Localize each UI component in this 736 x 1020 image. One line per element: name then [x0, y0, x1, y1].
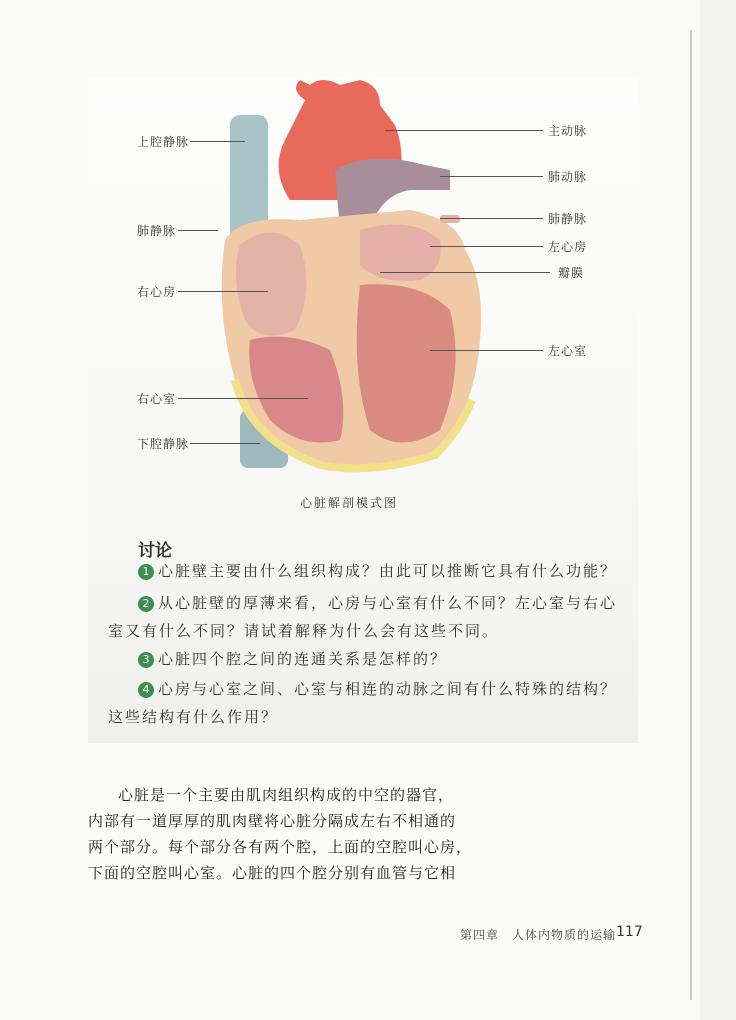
chapter-footer: 第四章 人体内物质的运输 — [460, 928, 617, 942]
leader-pulmonary-artery — [440, 176, 543, 177]
label-right-ventricle: 右心室 — [137, 392, 177, 406]
question-1 — [138, 556, 617, 586]
leader-aorta — [385, 130, 543, 131]
question-4-text-1: 心房与心室之间、心室与相连的动脉之间有什么特殊的结构？ — [158, 680, 618, 698]
question-2-text-1: 从心脏壁的厚薄来看，心房与心室有什么不同？左心室与右心 — [158, 594, 618, 612]
label-inferior-vena-cava: 下腔静脉 — [137, 437, 190, 451]
leader-pulmonary-vein-right — [440, 218, 543, 219]
leader-left-ventricle — [430, 350, 543, 351]
scan-edge — [700, 0, 736, 1020]
label-aorta: 主动脉 — [548, 124, 588, 138]
label-pulmonary-vein-left: 肺静脉 — [137, 224, 177, 238]
leader-superior-vena-cava — [190, 141, 245, 142]
leader-right-atrium — [178, 291, 268, 292]
leader-pulmonary-vein-left — [178, 230, 218, 231]
page-number: 117 — [616, 924, 643, 940]
question-3 — [138, 644, 447, 674]
leader-left-atrium — [430, 246, 543, 247]
label-pulmonary-vein-right: 肺静脉 — [548, 212, 588, 226]
question-4-line-2: 这些结构有什么作用？ — [108, 708, 279, 726]
right-atrium-shape — [236, 233, 306, 336]
label-pulmonary-artery: 肺动脉 — [548, 170, 588, 184]
pulmonary-vein-stub — [440, 215, 460, 223]
page-edge-rule — [690, 30, 692, 1000]
body-line-4: 下面的空腔叫心室。心脏的四个腔分别有血管与它相 — [88, 864, 457, 882]
leader-right-ventricle — [178, 398, 308, 399]
question-2-line-2: 室又有什么不同？请试着解释为什么会有这些不同。 — [108, 622, 500, 640]
label-right-atrium: 右心房 — [137, 285, 177, 299]
leader-valve — [380, 272, 550, 273]
label-valve: 瓣膜 — [558, 266, 585, 280]
question-3-number: 3 — [138, 652, 154, 668]
question-2-number: 2 — [138, 596, 154, 612]
body-line-3: 两个部分。每个部分各有两个腔，上面的空腔叫心房， — [88, 838, 473, 856]
question-3-text: 心脏四个腔之间的连通关系是怎样的？ — [158, 650, 448, 668]
body-line-1: 心脏是一个主要由肌肉组织构成的中空的器官， — [118, 786, 455, 804]
question-1-text: 心脏壁主要由什么组织构成？由此可以推断它具有什么功能？ — [158, 562, 618, 580]
left-ventricle-shape — [357, 284, 456, 442]
body-line-2: 内部有一道厚厚的肌肉壁将心脏分隔成左右不相通的 — [88, 812, 457, 830]
discussion-title: 讨论 — [138, 541, 172, 561]
label-superior-vena-cava: 上腔静脉 — [137, 135, 190, 149]
question-1-number: 1 — [138, 564, 154, 580]
question-2-line-1 — [138, 588, 617, 618]
leader-inferior-vena-cava — [190, 443, 260, 444]
figure-caption: 心脏解剖模式图 — [300, 496, 399, 510]
label-left-ventricle: 左心室 — [548, 344, 588, 358]
label-left-atrium: 左心房 — [548, 240, 588, 254]
heart-illustration — [210, 80, 520, 480]
question-4-line-1 — [138, 674, 617, 704]
question-4-number: 4 — [138, 682, 154, 698]
